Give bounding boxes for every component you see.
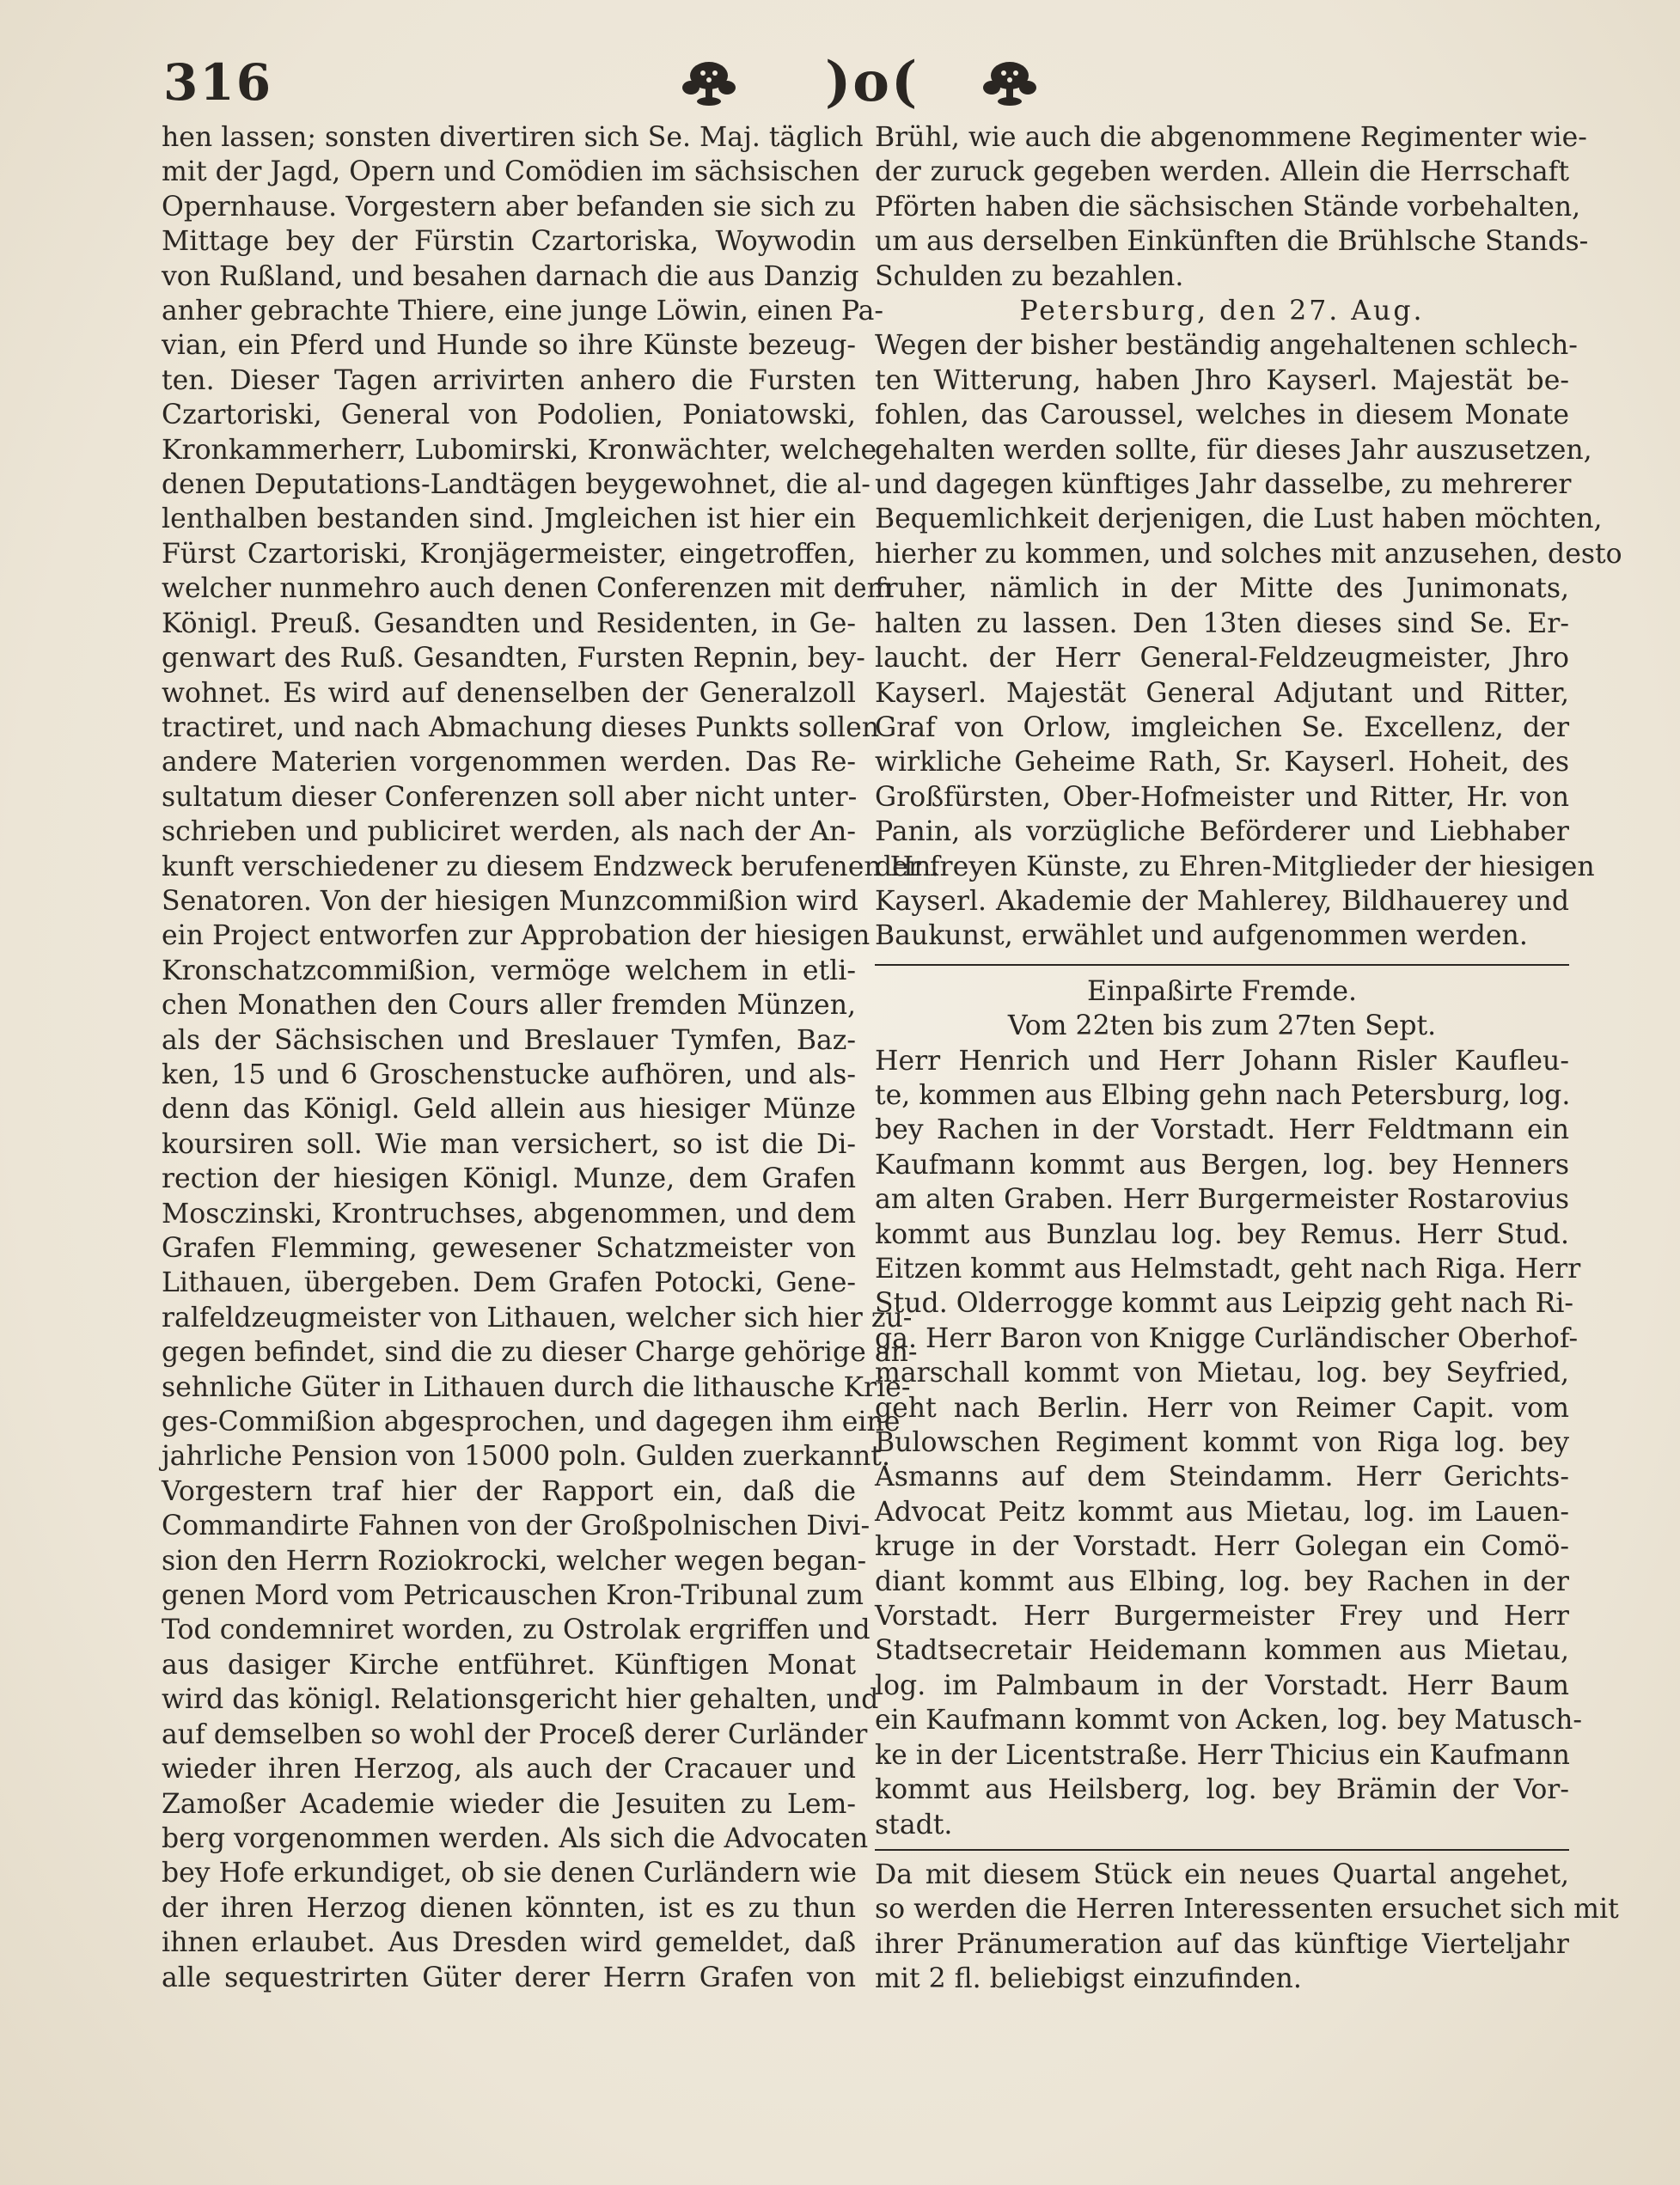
text-line: vian, ein Pferd und Hunde so ihre Künste bezeug- <box>162 330 856 362</box>
text-line: Fürst Czartoriski, Kronjägermeister, eingetroffen, <box>162 538 856 570</box>
text-line: ihnen erlaubet. Aus Dresden wird gemeldet, daß <box>162 1927 856 1959</box>
text-line: Da mit diesem Stück ein neues Quartal angehet, <box>875 1858 1569 1890</box>
text-line: halten zu lassen. Den 13ten dieses sind Se. Er- <box>875 607 1569 639</box>
text-line: auf demselben so wohl der Proceß derer Curländer <box>162 1718 868 1750</box>
text-line: um aus derselben Einkünften die Brühlsche Stands- <box>875 226 1589 258</box>
text-line: der zuruck gegeben werden. Allein die Herrschaft <box>875 156 1569 188</box>
text-line: welcher nunmehro auch denen Conferenzen mit dem <box>162 573 893 605</box>
text-line: te, kommen aus Elbing gehn nach Petersburg, log. <box>875 1079 1571 1111</box>
text-line: Eitzen kommt aus Helmstadt, geht nach Riga. Herr <box>875 1254 1581 1285</box>
page-number: 316 <box>163 53 273 112</box>
text-line: bey Rachen in der Vorstadt. Herr Feldtmann ein <box>875 1114 1569 1146</box>
text-line: Großfürsten, Ober-Hofmeister und Ritter, Hr. von <box>875 781 1569 813</box>
text-line: diant kommt aus Elbing, log. bey Rachen in der <box>875 1566 1569 1597</box>
text-line: und dagegen künftiges Jahr dasselbe, zu mehrerer <box>875 469 1572 501</box>
text-line: Stud. Olderrogge kommt aus Leipzig geht nach Ri- <box>875 1288 1574 1320</box>
text-line: Kayserl. Majestät General Adjutant und Ritter, <box>875 677 1569 709</box>
text-line: ten. Dieser Tagen arrivirten anhero die Fursten <box>162 364 856 396</box>
text-line: genen Mord vom Petricauschen Kron-Tribunal zum <box>162 1580 864 1612</box>
text-line: ihrer Pränumeration auf das künftige Vierteljahr <box>875 1928 1569 1960</box>
text-line: Kronschatzcommißion, vermöge welchem in etli- <box>162 955 856 986</box>
text-line: alle sequestrirten Güter derer Herrn Grafen von <box>162 1962 856 1993</box>
text-line: Kayserl. Akademie der Mahlerey, Bildhauerey und <box>875 885 1569 917</box>
text-line: mit der Jagd, Opern und Comödien im sächsischen <box>162 156 860 188</box>
text-line: Kaufmann kommt aus Bergen, log. bey Henners <box>875 1149 1569 1181</box>
text-line: ein Kaufmann kommt von Acken, log. bey Matusch- <box>875 1705 1583 1736</box>
text-line: sehnliche Güter in Lithauen durch die lithausche Krie- <box>162 1371 911 1403</box>
text-line: der freyen Künste, zu Ehren-Mitglieder der hiesigen <box>875 851 1595 882</box>
text-line: Commandirte Fahnen von der Großpolnischen Divi- <box>162 1511 871 1542</box>
text-line: ges-Commißion abgesprochen, und dagegen ihm eine <box>162 1407 901 1438</box>
text-line: Panin, als vorzügliche Beförderer und Liebhaber <box>875 816 1569 848</box>
text-line: rection der hiesigen Königl. Munze, dem Grafen <box>162 1163 856 1195</box>
text-line: log. im Palmbaum in der Vorstadt. Herr Baum <box>875 1669 1569 1701</box>
fleuron-left-icon <box>679 57 739 108</box>
text-line: Grafen Flemming, gewesener Schatzmeister von <box>162 1233 856 1264</box>
text-line: geht nach Berlin. Herr von Reimer Capit. vom <box>875 1392 1569 1424</box>
arrivals-list <box>875 1044 1583 1842</box>
fleuron-right-icon <box>980 57 1040 108</box>
text-line: von Rußland, und besahen darnach die aus Danzig <box>162 260 859 292</box>
text-line: Baukunst, erwählet und aufgenommen werden. <box>875 920 1528 952</box>
text-line: denen Deputations-Landtägen beygewohnet, die al- <box>162 469 871 501</box>
text-line: mit 2 fl. beliebigst einzufinden. <box>875 1963 1302 1995</box>
text-line: ein Project entworfen zur Approbation der hiesigen <box>162 920 871 952</box>
text-line: Senatoren. Von der hiesigen Munzcommißion wird <box>162 885 858 917</box>
text-line: kommt aus Heilsberg, log. bey Brämin der Vor- <box>875 1774 1569 1806</box>
text-line: hierher zu kommen, und solches mit anzusehen, desto <box>875 538 1622 570</box>
text-line: schrieben und publiciret werden, als nach der An- <box>162 816 856 848</box>
text-line: marschall kommt von Mietau, log. bey Seyfried, <box>875 1358 1569 1389</box>
text-line: gehalten werden sollte, für dieses Jahr auszusetzen, <box>875 434 1592 466</box>
text-line: Bequemlichkeit derjenigen, die Lust haben möchten, <box>875 504 1603 535</box>
text-line: laucht. der Herr General-Feldzeugmeister, Jhro <box>875 643 1569 674</box>
bruehl-report <box>875 120 1589 294</box>
text-line: Bulowschen Regiment kommt von Riga log. bey <box>875 1427 1569 1459</box>
text-line: als der Sächsischen und Breslauer Tymfen, Baz- <box>162 1024 856 1056</box>
text-line: Tod condemniret worden, zu Ostrolak ergriffen und <box>162 1614 871 1646</box>
arrivals-title: Einpaßirte Fremde. <box>1086 975 1358 1007</box>
text-line: fohlen, das Caroussel, welches in diesem Monate <box>875 400 1569 431</box>
text-line: ken, 15 und 6 Groschenstucke aufhören, und als- <box>162 1059 856 1090</box>
text-line: sion den Herrn Roziokrocki, welcher wegen began- <box>162 1545 867 1577</box>
text-line: stadt. <box>875 1809 953 1840</box>
text-line: chen Monathen den Cours aller fremden Münzen, <box>162 990 856 1022</box>
subscription-notice <box>875 1858 1619 1997</box>
text-line: anher gebrachte Thiere, eine junge Löwin, einen Pa- <box>162 296 884 327</box>
text-line: Mosczinski, Krontruchses, abgenommen, und dem <box>162 1198 856 1230</box>
text-line: Czartoriski, General von Podolien, Poniatowski, <box>162 400 856 431</box>
text-line: ga. Herr Baron von Knigge Curländischer Oberhof- <box>875 1322 1579 1354</box>
text-line: hen lassen; sonsten divertiren sich Se. Maj. täglich <box>162 122 864 153</box>
text-line: wirkliche Geheime Rath, Sr. Kayserl. Hoheit, des <box>875 747 1569 778</box>
text-line: kommt aus Bunzlau log. bey Remus. Herr Stud. <box>875 1218 1569 1250</box>
text-line: tractiret, und nach Abmachung dieses Punkts sollen <box>162 711 880 743</box>
section-divider <box>875 964 1569 966</box>
text-line: am alten Graben. Herr Burgermeister Rostarovius <box>875 1184 1569 1216</box>
text-line: ralfeldzeugmeister von Lithauen, welcher sich hier zu- <box>162 1302 913 1334</box>
text-line: gegen befindet, sind die zu dieser Charge gehörige an- <box>162 1337 918 1369</box>
text-line: Zamoßer Academie wieder die Jesuiten zu Lem- <box>162 1788 856 1820</box>
text-line: ke in der Licentstraße. Herr Thicius ein Kaufmann <box>875 1739 1570 1771</box>
text-line: lenthalben bestanden sind. Jmgleichen ist hier ein <box>162 504 856 535</box>
text-line: kruge in der Vorstadt. Herr Golegan ein Comö- <box>875 1531 1569 1563</box>
text-line: Lithauen, übergeben. Dem Grafen Potocki, Gene- <box>162 1267 856 1299</box>
text-line: Wegen der bisher beständig angehaltenen schlech- <box>875 330 1578 362</box>
petersburg-report <box>875 328 1622 953</box>
text-line: der ihren Herzog dienen könnten, ist es zu thun <box>162 1892 856 1924</box>
text-line: Schulden zu bezahlen. <box>875 260 1184 292</box>
text-line: sultatum dieser Conferenzen soll aber nicht unter- <box>162 781 858 813</box>
text-line: ten Witterung, haben Jhro Kayserl. Majestät be- <box>875 364 1569 396</box>
text-line: bey Hofe erkundiget, ob sie denen Curländern wie <box>162 1858 857 1889</box>
text-line: Königl. Preuß. Gesandten und Residenten, in Ge- <box>162 607 856 639</box>
text-line: Opernhause. Vorgestern aber befanden sie sich zu <box>162 191 856 223</box>
text-line: koursiren soll. Wie man versichert, so ist die Di- <box>162 1128 856 1160</box>
text-line: Mittage bey der Fürstin Czartoriska, Woywodin <box>162 226 856 258</box>
text-line: berg vorgenommen werden. Als sich die Advocaten <box>162 1822 869 1854</box>
text-line: Stadtsecretair Heidemann kommen aus Mietau, <box>875 1635 1569 1667</box>
text-line: Advocat Peitz kommt aus Mietau, log. im Lauen- <box>875 1496 1569 1528</box>
petersburg-dateline: Petersburg, den 27. Aug. <box>1019 296 1425 327</box>
text-line: fruher, nämlich in der Mitte des Junimonats, <box>875 573 1569 605</box>
text-line: Pförten haben die sächsischen Stände vorbehalten, <box>875 191 1581 223</box>
text-line: denn das Königl. Geld allein aus hiesiger Münze <box>162 1094 856 1126</box>
text-line: genwart des Ruß. Gesandten, Fursten Repnin, bey- <box>162 643 865 674</box>
center-ornament: )o( <box>825 50 919 114</box>
text-line: Graf von Orlow, imgleichen Se. Excellenz, der <box>875 711 1569 743</box>
text-line: Kronkammerherr, Lubomirski, Kronwächter, welche <box>162 434 877 466</box>
text-line: Asmanns auf dem Steindamm. Herr Gerichts- <box>875 1462 1569 1493</box>
text-line: wohnet. Es wird auf denenselben der Generalzoll <box>162 677 856 709</box>
text-line: andere Materien vorgenommen werden. Das Re- <box>162 747 856 778</box>
text-line: wieder ihren Herzog, als auch der Cracauer und <box>162 1754 856 1785</box>
text-line: jahrliche Pension von 15000 poln. Gulden zuerkannt. <box>162 1441 890 1473</box>
text-line: Brühl, wie auch die abgenommene Regimenter wie- <box>875 122 1587 153</box>
right-column <box>875 120 1622 1997</box>
text-line: Vorgestern traf hier der Rapport ein, daß die <box>162 1475 856 1507</box>
text-line: Vorstadt. Herr Burgermeister Frey und Herr <box>875 1601 1569 1633</box>
text-line: so werden die Herren Interessenten ersuchet sich mit <box>875 1894 1619 1926</box>
text-line: kunft verschiedener zu diesem Endzweck berufenen Hn. <box>162 851 940 882</box>
text-line: Herr Henrich und Herr Johann Risler Kaufleu- <box>875 1045 1569 1077</box>
text-line: wird das königl. Relationsgericht hier gehalten, und <box>162 1684 879 1716</box>
arrivals-date-range: Vom 22ten bis zum 27ten Sept. <box>1007 1010 1437 1042</box>
notice-divider <box>875 1849 1569 1851</box>
text-line: aus dasiger Kirche entführet. Künftigen Monat <box>162 1649 856 1681</box>
